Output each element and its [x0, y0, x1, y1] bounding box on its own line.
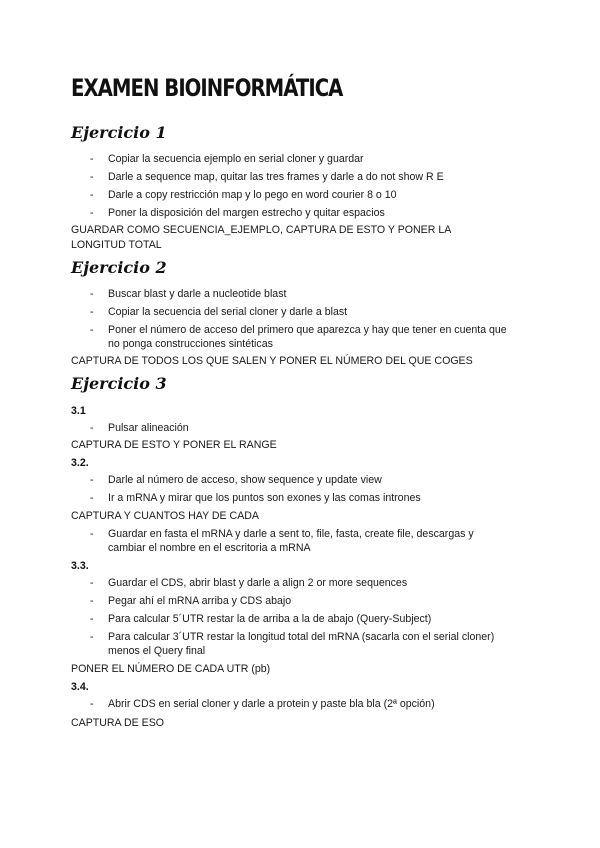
section-3-2-number: 3.2.	[71, 457, 89, 469]
ex1-note-line-2: LONGITUD TOTAL	[71, 239, 162, 251]
bullet-dash: -	[90, 474, 94, 486]
ex2-bullet-3-line-1: Poner el número de acceso del primero que aparezca y hay que tener en cuenta que	[108, 324, 507, 336]
ex2-bullet-2: Copiar la secuencia del serial cloner y darle a blast	[108, 306, 348, 318]
ex2-bullet-3-line-2: no ponga construcciones sintéticas	[108, 338, 273, 350]
ex2-note: CAPTURA DE TODOS LOS QUE SALEN Y PONER EL NÚMERO DEL QUE COGES	[71, 355, 473, 367]
s34-note: CAPTURA DE ESO	[71, 717, 165, 729]
s31-note: CAPTURA DE ESTO Y PONER EL RANGE	[71, 439, 277, 451]
bullet-dash: -	[90, 306, 94, 318]
bullet-dash: -	[90, 422, 94, 434]
s33-bullet-4-line-2: menos el Query final	[108, 645, 206, 657]
ex1-bullet-3: Darle a copy restricción map y lo pego en word courier 8 o 10	[108, 189, 397, 201]
exercise-3-heading: Ejercicio 3	[71, 374, 167, 393]
bullet-dash: -	[90, 698, 94, 710]
section-3-3-number: 3.3.	[71, 560, 89, 572]
s33-bullet-3: Para calcular 5´UTR restar la de arriba a la de abajo (Query-Subject)	[108, 613, 432, 625]
s32-bullet-1: Darle al número de acceso, show sequence y update view	[108, 474, 382, 486]
bullet-dash: -	[90, 171, 94, 183]
s33-bullet-2: Pegar ahí el mRNA arriba y CDS abajo	[108, 595, 292, 607]
section-3-4-number: 3.4.	[71, 681, 89, 693]
ex1-bullet-4: Poner la disposición del margen estrecho y quitar espacios	[108, 207, 385, 219]
section-3-1-number: 3.1	[71, 405, 86, 417]
s31-bullet-1: Pulsar alineación	[108, 422, 189, 434]
s33-note: PONER EL NÚMERO DE CADA UTR (pb)	[71, 663, 271, 675]
bullet-dash: -	[90, 189, 94, 201]
ex1-note-line-1: GUARDAR COMO SECUENCIA_EJEMPLO, CAPTURA DE ESTO Y PONER LA	[71, 224, 452, 236]
s32-bullet-2: Ir a mRNA y mirar que los puntos son exones y las comas intrones	[108, 492, 421, 504]
exercise-2-heading: Ejercicio 2	[71, 258, 167, 277]
bullet-dash: -	[90, 577, 94, 589]
bullet-dash: -	[90, 288, 94, 300]
s33-bullet-4-line-1: Para calcular 3´UTR restar la longitud total del mRNA (sacarla con el serial cloner)	[108, 631, 495, 643]
s32-bullet-3-line-1: Guardar en fasta el mRNA y darle a sent to, file, fasta, create file, descargas y	[108, 528, 474, 540]
ex2-bullet-1: Buscar blast y darle a nucleotide blast	[108, 288, 287, 300]
s34-bullet-1: Abrir CDS en serial cloner y darle a protein y paste bla bla (2ª opción)	[108, 698, 435, 710]
s32-note: CAPTURA Y CUANTOS HAY DE CADA	[71, 510, 259, 522]
ex1-bullet-2: Darle a sequence map, quitar las tres frames y darle a do not show R E	[108, 171, 444, 183]
document-title: EXAMEN BIOINFORMÁTICA	[71, 74, 343, 102]
bullet-dash: -	[90, 528, 94, 540]
bullet-dash: -	[90, 613, 94, 625]
s33-bullet-1: Guardar el CDS, abrir blast y darle a align 2 or more sequences	[108, 577, 408, 589]
exercise-1-heading: Ejercicio 1	[71, 123, 167, 142]
bullet-dash: -	[90, 595, 94, 607]
bullet-dash: -	[90, 631, 94, 643]
bullet-dash: -	[90, 207, 94, 219]
bullet-dash: -	[90, 324, 94, 336]
ex1-bullet-1: Copiar la secuencia ejemplo en serial cloner y guardar	[108, 153, 364, 165]
bullet-dash: -	[90, 153, 94, 165]
bullet-dash: -	[90, 492, 94, 504]
s32-bullet-3-line-2: cambiar el nombre en el escritoria a mRNA	[108, 542, 311, 554]
